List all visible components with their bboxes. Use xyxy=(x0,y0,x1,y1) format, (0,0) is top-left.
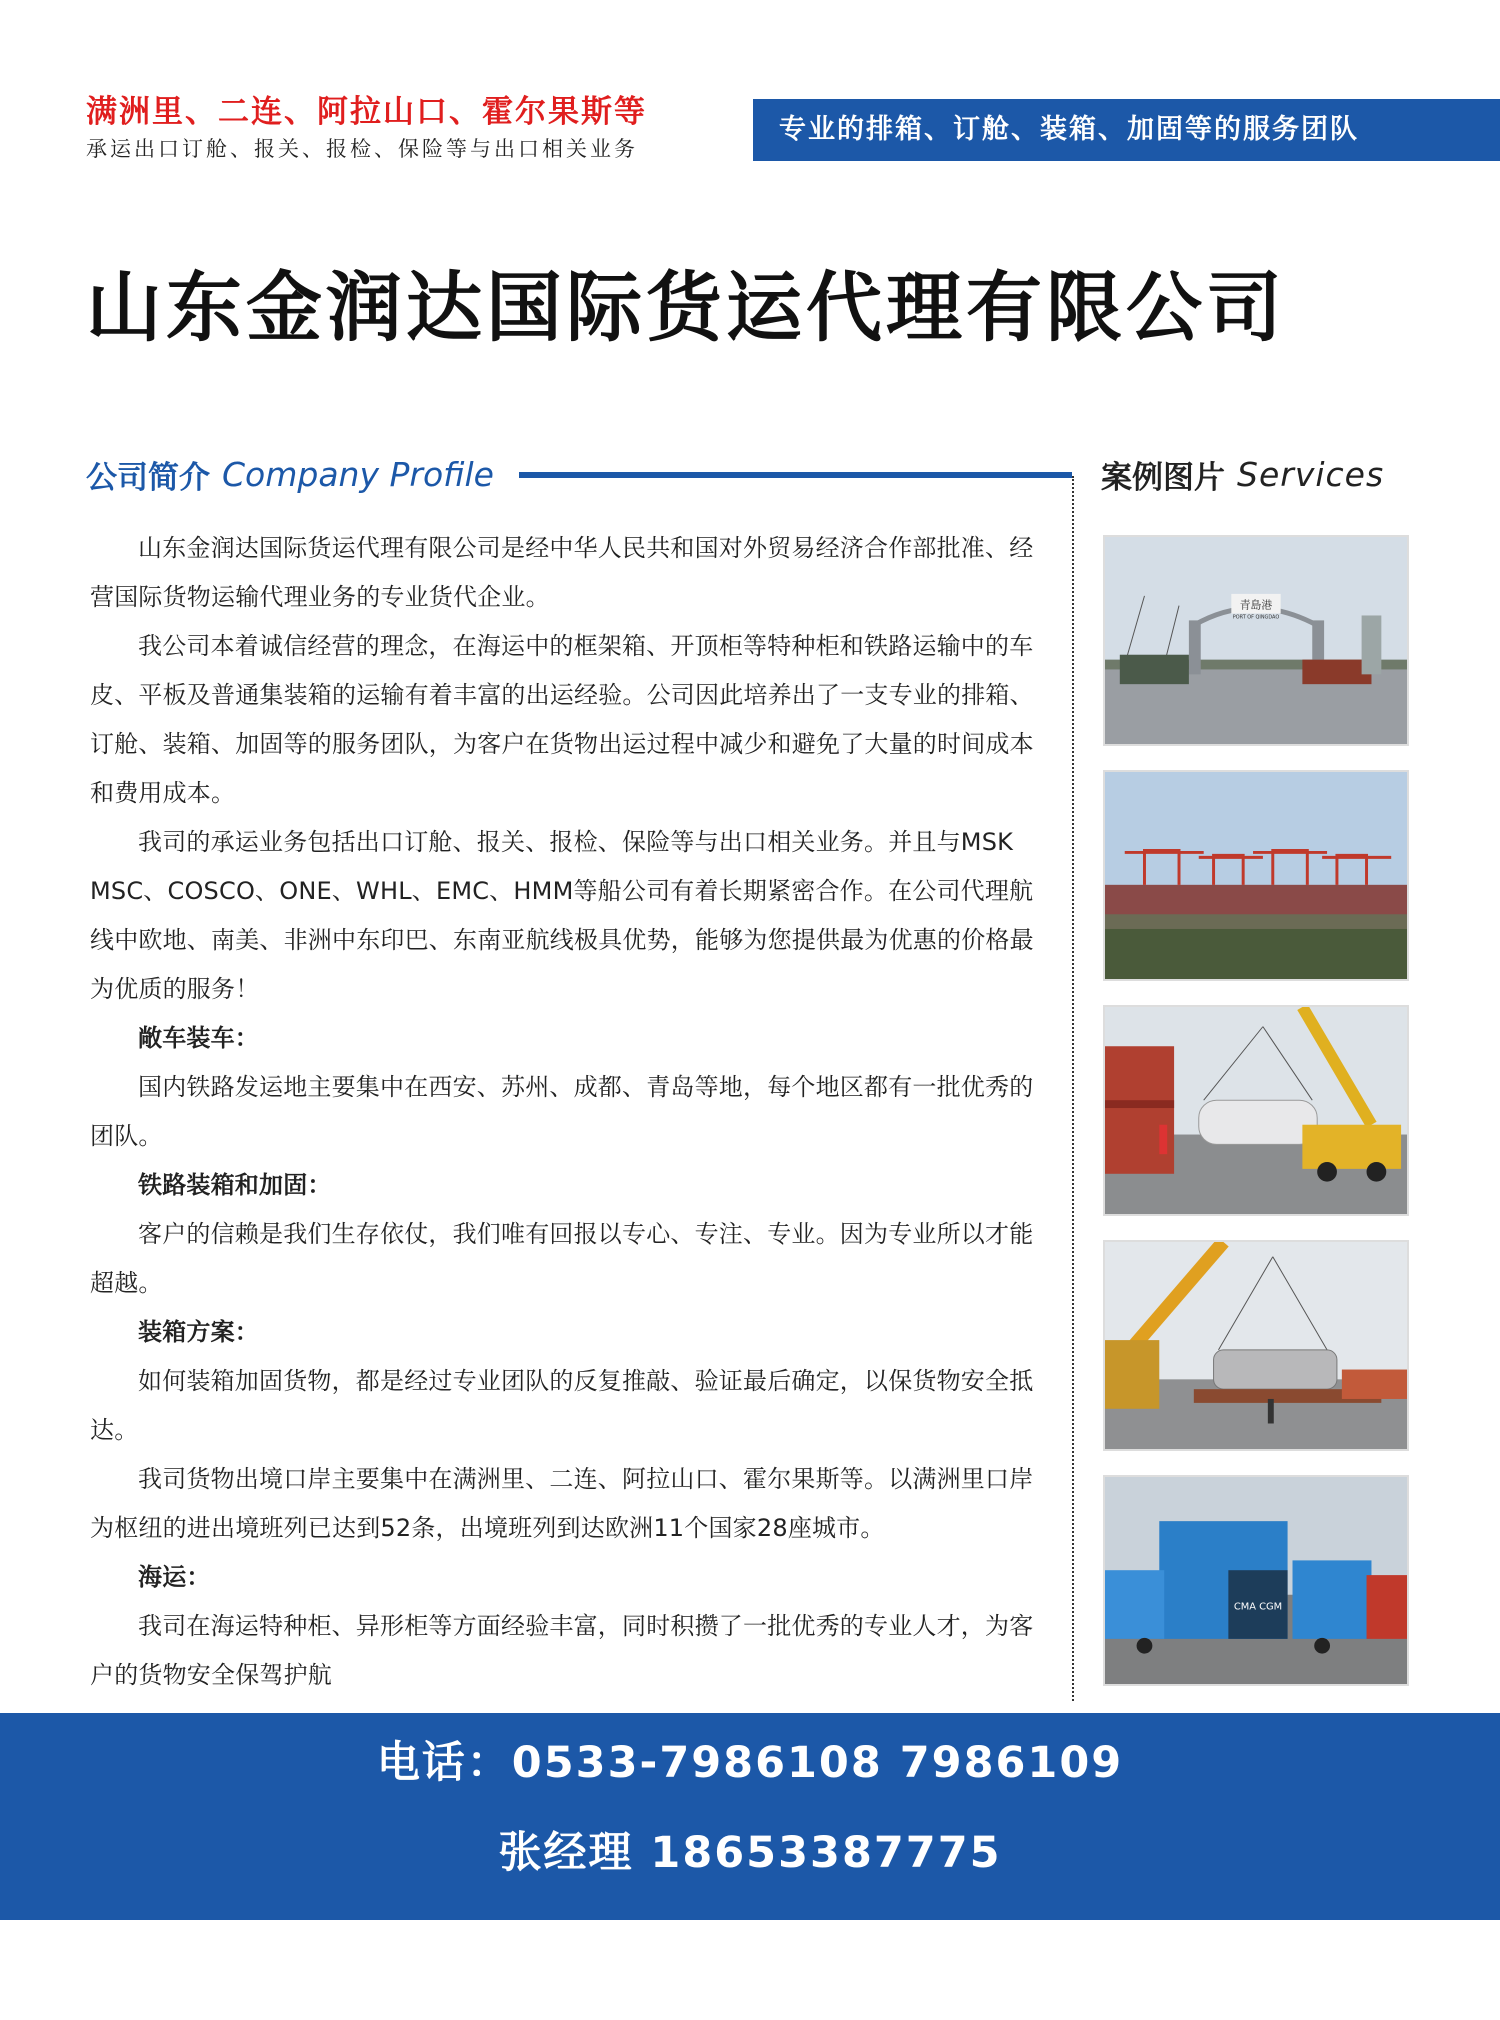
profile-heading-rule xyxy=(519,472,1072,478)
services-heading-en: Services xyxy=(1237,454,1385,494)
contact-footer xyxy=(0,1713,1500,1920)
column-divider xyxy=(1072,476,1074,1701)
section-heading: 装箱方案： xyxy=(138,1318,259,1346)
manager-line: 张经理 18653387775 xyxy=(498,1828,1002,1878)
profile-heading-cn: 公司简介 xyxy=(86,459,210,496)
section-heading: 敞车装车： xyxy=(138,1024,259,1052)
crane-lifting-tank-photo xyxy=(1103,1240,1409,1451)
profile-paragraph: 山东金润达国际货运代理有限公司是经中华人民共和国对外贸易经济合作部批准、经营国际货物运输代理业务的专业货代企业。 xyxy=(90,534,1034,611)
services-heading xyxy=(1101,452,1384,496)
port-sign-text-en: PORT OF QINGDAO xyxy=(1232,614,1280,621)
header-banner: 专业的排箱、订舱、装箱、加固等的服务团队 xyxy=(753,99,1500,161)
profile-heading xyxy=(86,452,494,496)
section-heading: 海运： xyxy=(138,1563,211,1591)
header-services-subtitle: 承运出口订舱、报关、报检、保险等与出口相关业务 xyxy=(86,137,638,161)
profile-paragraph: 我司货物出境口岸主要集中在满洲里、二连、阿拉山口、霍尔果斯等。以满洲里口岸为枢纽的进出境班列已达到52条，出境班列到达欧洲11个国家28座城市。 xyxy=(90,1465,1034,1542)
port-cranes-photo xyxy=(1103,770,1409,981)
profile-heading-en: Company Profile xyxy=(222,454,494,494)
profile-paragraph: 如何装箱加固货物，都是经过专业团队的反复推敲、验证最后确定，以保货物安全抵达。 xyxy=(90,1367,1034,1444)
profile-paragraph: 我司在海运特种柜、异形柜等方面经验丰富，同时积攒了一批优秀的专业人才，为客户的货物安全保驾护航 xyxy=(90,1612,1034,1689)
port-sign-text: 青島港 xyxy=(1239,598,1273,612)
section-heading: 铁路装箱和加固： xyxy=(138,1171,332,1199)
company-title: 山东金润达国际货运代理有限公司 xyxy=(86,263,1286,352)
phone-line: 电话：0533-7986108 7986109 xyxy=(376,1738,1124,1788)
port-gate-photo xyxy=(1103,535,1409,746)
tarp-covered-cargo-photo xyxy=(1103,1475,1409,1686)
header-ports-title: 满洲里、二连、阿拉山口、霍尔果斯等 xyxy=(86,94,647,130)
profile-paragraph: 客户的信赖是我们生存依仗，我们唯有回报以专心、专注、专业。因为专业所以才能超越。 xyxy=(90,1220,1034,1297)
container-brand-text: CMA CGM xyxy=(1233,1601,1283,1613)
profile-body xyxy=(90,524,1050,1700)
services-heading-cn: 案例图片 xyxy=(1101,459,1225,496)
profile-paragraph: 国内铁路发运地主要集中在西安、苏州、成都、青岛等地，每个地区都有一批优秀的团队。 xyxy=(90,1073,1034,1150)
crane-loading-tank-photo xyxy=(1103,1005,1409,1216)
profile-paragraph: 我司的承运业务包括出口订舱、报关、报检、保险等与出口相关业务。并且与MSK MSC、COSCO、ONE、WHL、EMC、HMM等船公司有着长期紧密合作。在公司代理航线中欧地、南美、非洲中东印巴、东南亚航线极具优势，能够为您提供最为优惠的价格最为优质的服务！ xyxy=(90,828,1034,1003)
header-left xyxy=(86,92,726,164)
profile-paragraph: 我公司本着诚信经营的理念，在海运中的框架箱、开顶柜等特种柜和铁路运输中的车皮、平板及普通集装箱的运输有着丰富的出运经验。公司因此培养出了一支专业的排箱、订舱、装箱、加固等的服务团队，为客户在货物出运过程中减少和避免了大量的时间成本和费用成本。 xyxy=(90,632,1034,807)
